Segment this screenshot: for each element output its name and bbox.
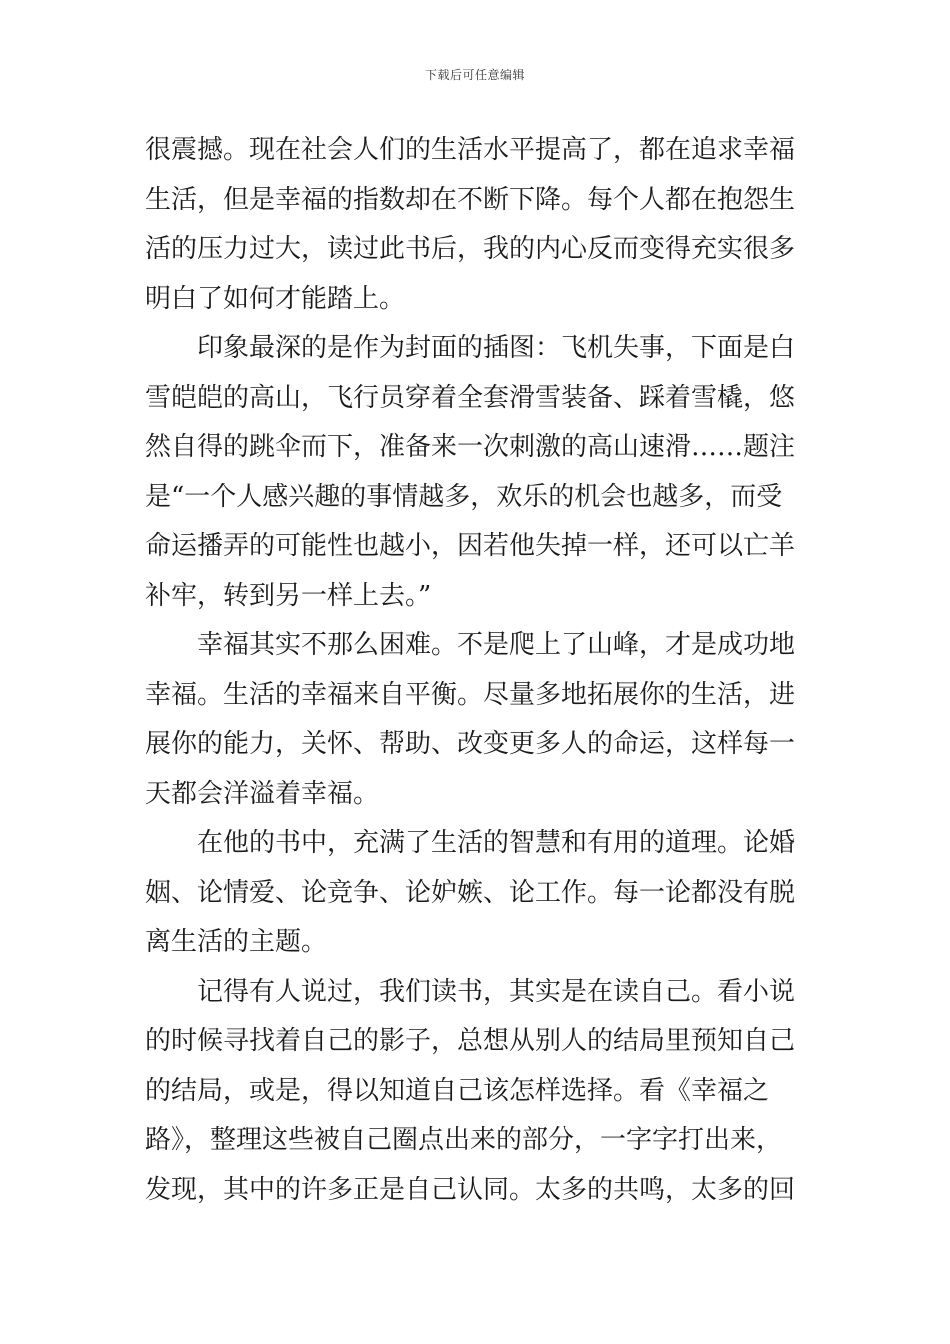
paragraph-3 (145, 621, 805, 819)
text-line: 展你的能力，关怀、帮助、改变更多人的命运，这样每一 (145, 729, 796, 759)
text-line: 在他的书中，充满了生活的智慧和有用的道理。论婚 (145, 828, 796, 858)
text-line: 路》，整理这些被自己圈点出来的部分，一字字打出来， (145, 1125, 783, 1155)
text-line: 记得有人说过，我们读书，其实是在读自己。看小说 (145, 976, 796, 1007)
page-header: 下载后可任意编辑 (424, 68, 525, 82)
text-line: 生活，但是幸福的指数却在不断下降。每个人都在抱怨生 (145, 184, 796, 215)
text-line: 命运播弄的可能性也越小，因若他失掉一样，还可以亡羊 (145, 531, 796, 561)
text-line: 活的压力过大，读过此书后，我的内心反而变得充实很多 (145, 234, 796, 264)
text-line: 的结局，或是，得以知道自己该怎样选择。看《幸福之 (145, 1075, 770, 1106)
document-body (145, 126, 805, 1215)
text-line: 天都会洋溢着幸福。 (145, 778, 380, 809)
text-line: 的时候寻找着自己的影子，总想从别人的结局里预知自己 (145, 1026, 796, 1056)
text-line: 是“一个人感兴趣的事情越多，欢乐的机会也越多，而受 (145, 481, 783, 512)
text-line: 幸福其实不那么困难。不是爬上了山峰，才是成功地 (145, 630, 796, 660)
text-line: 幸福。生活的幸福来自平衡。尽量多地拓展你的生活，进 (145, 679, 796, 710)
paragraph-5 (145, 968, 805, 1216)
paragraph-2 (145, 324, 805, 621)
text-line: 离生活的主题。 (145, 927, 328, 957)
paragraph-1 (145, 126, 805, 324)
text-line: 补牢，转到另一样上去。” (145, 580, 432, 611)
text-line: 很震撼。现在社会人们的生活水平提高了，都在追求幸福 (145, 135, 796, 165)
text-line: 发现，其中的许多正是自己认同。太多的共鸣，太多的回 (145, 1174, 796, 1205)
text-line: 然自得的跳伞而下，准备来一次刺激的高山速滑……题注 (145, 432, 796, 462)
paragraph-4 (145, 819, 805, 968)
text-line: 明白了如何才能踏上。 (145, 283, 406, 314)
text-line: 印象最深的是作为封面的插图：飞机失事，下面是白 (145, 333, 796, 363)
text-line: 姻、论情爱、论竞争、论妒嫉、论工作。每一论都没有脱 (145, 877, 796, 908)
text-line: 雪皑皑的高山，飞行员穿着全套滑雪装备、踩着雪橇，悠 (145, 382, 796, 413)
